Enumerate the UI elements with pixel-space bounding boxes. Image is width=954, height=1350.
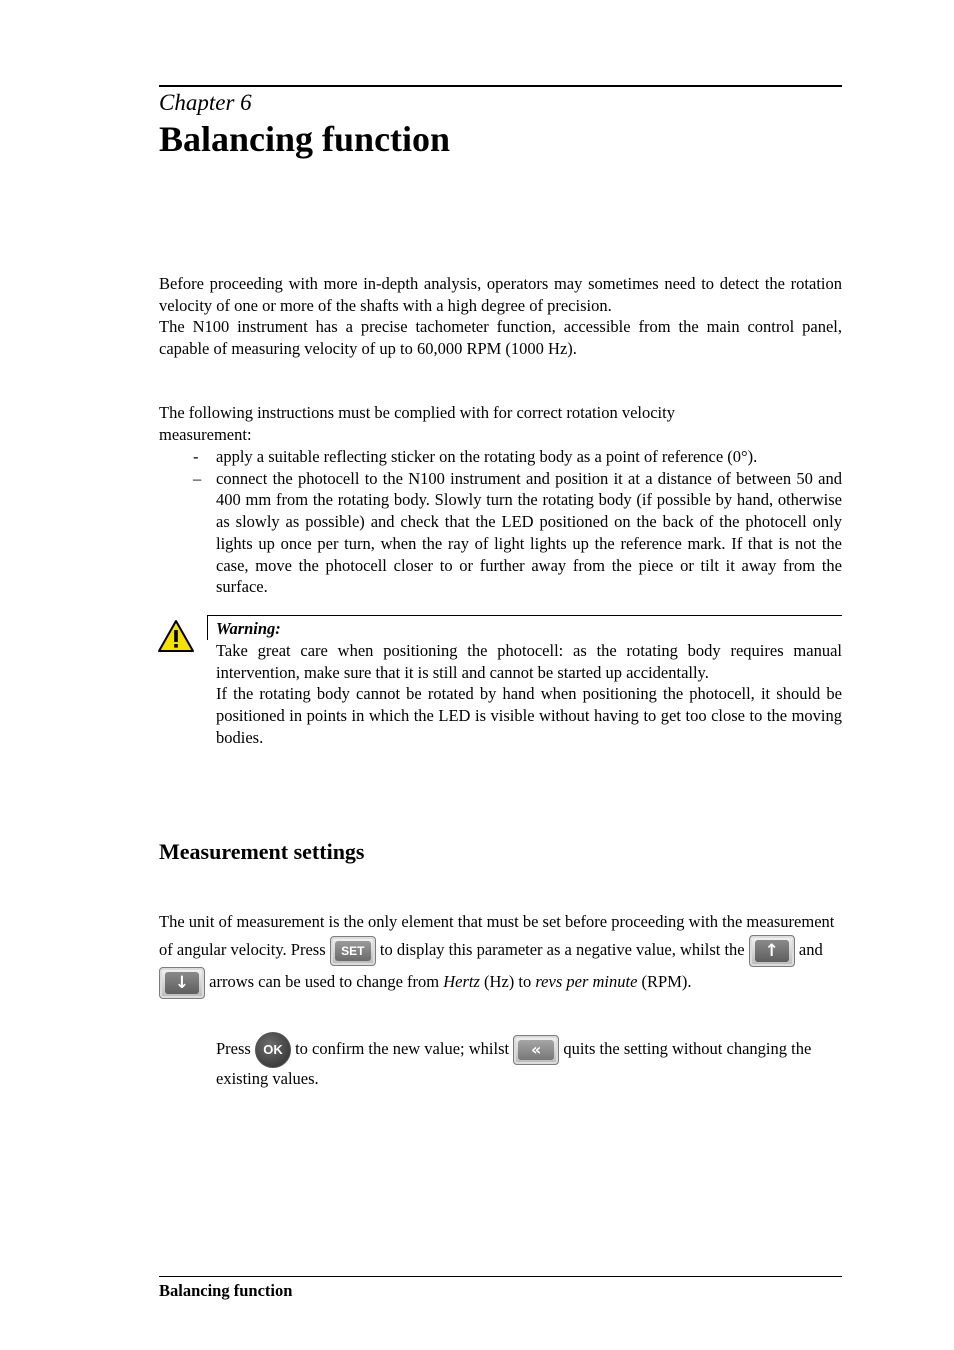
settings-text-6: (RPM). [641,971,692,991]
warning-text-2: If the rotating body cannot be rotated by hand when positioning the photocell, it should be positioned in points in which the LED is visible without having to get too close to the moving bodies. [216,684,842,747]
list-item [159,446,842,468]
list-dash: – [193,468,202,488]
settings-text-1: The unit of measurement is the only element that must be set before proceeding with the measurement of angular velocity. Press [159,912,835,959]
list-item-text: connect the photocell to the N100 instrument and position it at a distance of between 50 and 400 mm from the rotating body. Slowly turn the rotating body (if possible by hand, otherwise as slowly as possible) and check that the LED positioned on the back of the photocell only lights up once per turn, when the ray of light lights up the reference mark. If that is not the case, move the photocell closer to or further away from the piece or tilt it away from the surface. [216,468,842,597]
warning-text-1: Take great care when positioning the photocell: as the rotating body requires manual intervention, make sure that it is still and cannot be started up accidentally. [216,641,842,682]
intro-paragraph-1: Before proceeding with more in-depth analysis, operators may sometimes need to detect the rotation velocity of one or more of the shafts with a high degree of precision. [159,274,842,315]
warning-rule [207,615,842,616]
press-text-2: to confirm the new value; whilst [295,1038,510,1058]
ok-key-icon: OK [255,1032,291,1068]
section-heading: Measurement settings [159,839,365,864]
settings-paragraph [159,909,842,999]
back-key-icon [513,1035,559,1065]
chapter-label: Chapter 6 [159,90,252,115]
hertz-term: Hertz [443,971,480,991]
up-arrow-key-icon [749,935,795,967]
instruction-list [159,446,842,598]
warning-text [216,640,842,749]
warning-icon [157,619,195,653]
settings-text-5: (Hz) to [484,971,532,991]
footer-rule [159,1276,842,1277]
list-item-text: apply a suitable reflecting sticker on the rotating body as a point of reference (0°). [216,447,758,466]
up-arrow-glyph: ↑ [755,940,789,962]
list-dash: - [193,447,199,466]
settings-text-4: arrows can be used to change from [209,971,440,991]
settings-text-3: and [798,939,823,959]
down-arrow-glyph: ↓ [165,972,199,994]
footer-label: Balancing function [159,1281,293,1300]
warning-label: Warning: [216,619,281,638]
page-title: Balancing function [159,119,451,159]
top-rule [159,85,842,87]
press-text-3: quits the setting without changing the existing values. [216,1038,812,1088]
instructions-lead: The following instructions must be complied with for correct rotation velocity measurement: [159,403,675,444]
warning-rule-side [207,615,208,640]
intro-paragraph-2: The N100 instrument has a precise tachometer function, accessible from the main control panel, capable of measuring velocity of up to 60,000 RPM (1000 Hz). [159,317,842,358]
rpm-term: revs per minute [535,971,638,991]
list-item [159,468,842,598]
set-key-icon [330,936,376,966]
press-paragraph [216,1032,842,1090]
settings-text-2: to display this parameter as a negative value, whilst the [379,939,745,959]
down-arrow-key-icon [159,967,205,999]
back-key-glyph: « [518,1040,554,1060]
set-key-label: SET [335,941,371,961]
press-text-1: Press [216,1038,251,1058]
